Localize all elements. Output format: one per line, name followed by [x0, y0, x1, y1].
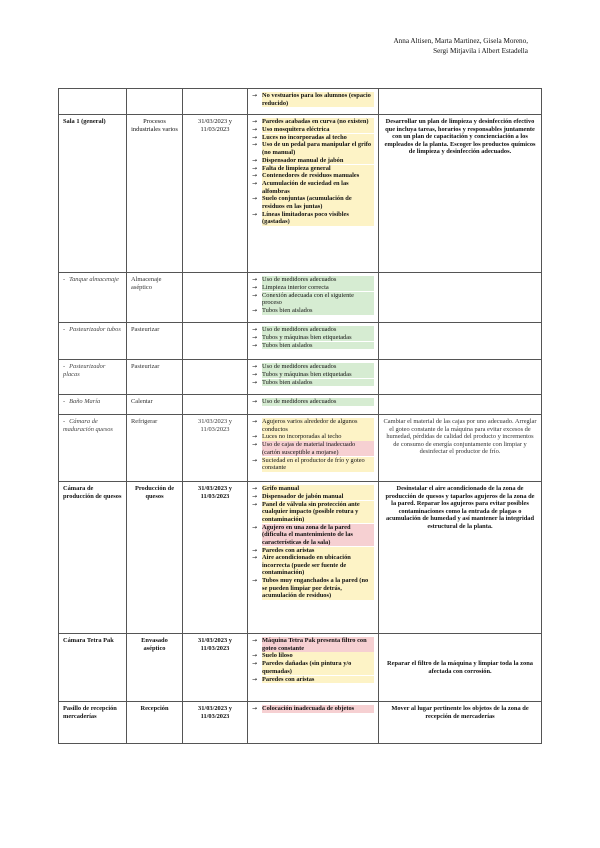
arrow-right-icon: → — [252, 546, 258, 554]
findings-list — [252, 705, 374, 713]
findings-list — [252, 118, 374, 226]
list-item: → Tubos bien aislados — [252, 342, 374, 350]
arrow-right-icon: → — [252, 164, 258, 172]
list-item: → Contenedores de residuos manuales — [252, 172, 374, 180]
date-cell: 31/03/2023 y 11/03/2023 — [183, 115, 248, 273]
table-row — [59, 482, 542, 634]
list-item: → Uso de medidores adecuados — [252, 363, 374, 371]
action-cell: Cambiar el material de las cajas por uno adecuado. Arreglar el goteo constante de la máquina para evitar excesos de humedad, pérdidas de calidad del producto y incrementos de consumo de energía conjuntamente con limpiar y desinfectar el productor de frío. — [379, 415, 542, 482]
list-item: → Paredes con aristas — [252, 676, 374, 684]
list-item: → Líneas limitadoras poco visibles (gastadas) — [252, 211, 374, 226]
list-item: → Panel de válvula sin protección ante cualquier impacto (posible rotura y contaminación) — [252, 501, 374, 524]
list-item: → Limpieza interior correcta — [252, 284, 374, 292]
arrow-right-icon: → — [252, 306, 258, 314]
findings-list — [252, 92, 374, 107]
zone-cell: - Pasteurizador tubos — [59, 323, 127, 360]
list-item: → Uso mosquitera eléctrica — [252, 126, 374, 134]
arrow-right-icon: → — [252, 118, 258, 125]
action-cell — [379, 395, 542, 415]
table-row — [59, 323, 542, 360]
arrow-right-icon: → — [252, 172, 258, 180]
findings-cell — [248, 360, 379, 395]
findings-list — [252, 398, 374, 406]
arrow-right-icon: → — [252, 433, 258, 441]
arrow-right-icon: → — [252, 92, 258, 99]
list-item: → Paredes dañadas (sin pintura y/o quemadas) — [252, 660, 374, 675]
findings-cell — [248, 415, 379, 482]
arrow-right-icon: → — [252, 210, 258, 218]
zone-cell: - Pasteurizador placas — [59, 360, 127, 395]
process-cell: Pasteurizar — [127, 323, 183, 360]
process-cell: Calentar — [127, 395, 183, 415]
list-item: → Falta de limpieza general — [252, 165, 374, 173]
list-item: → Agujero en una zona de la pared (dificulta el mantenimiento de las características de la sala) — [252, 524, 374, 547]
arrow-right-icon: → — [252, 441, 258, 449]
list-item: → Luces no incorporadas al techo — [252, 433, 374, 441]
arrow-right-icon: → — [252, 378, 258, 386]
list-item: → Paredes con aristas — [252, 547, 374, 555]
authors-line-2: Sergi Mitjavila i Albert Estadella — [433, 47, 528, 55]
action-cell: Reparar el filtro de la máquina y limpiar toda la zona afectada con corrosión. — [379, 634, 542, 702]
list-item: → Dispensador de jabón manual — [252, 493, 374, 501]
arrow-right-icon: → — [252, 276, 258, 283]
table-row — [59, 360, 542, 395]
action-cell: Mover al lugar pertinente los objetos de la zona de recepción de mercaderías — [379, 702, 542, 744]
process-cell: Envasado aséptico — [127, 634, 183, 702]
process-cell: Refrigerar — [127, 415, 183, 482]
findings-list — [252, 637, 374, 683]
list-item: → Uso de medidores adecuados — [252, 398, 374, 406]
table-row — [59, 89, 542, 115]
list-item: → Paredes acabadas en curva (no existen) — [252, 118, 374, 126]
arrow-right-icon: → — [252, 180, 258, 188]
date-cell — [183, 273, 248, 323]
arrow-right-icon: → — [252, 156, 258, 164]
arrow-right-icon: → — [252, 326, 258, 333]
arrow-right-icon: → — [252, 283, 258, 291]
date-cell — [183, 323, 248, 360]
zone-cell: Pasillo de recepción mercaderías — [59, 702, 127, 744]
arrow-right-icon: → — [252, 370, 258, 378]
arrow-right-icon: → — [252, 500, 258, 508]
list-item: → No vestuarios para los alumnos (espacio reducido) — [252, 92, 374, 107]
list-item: → Agujeros varios alrededor de algunos conductos — [252, 418, 374, 433]
arrow-right-icon: → — [252, 660, 258, 668]
arrow-right-icon: → — [252, 398, 258, 405]
process-cell: Producción de quesos — [127, 482, 183, 634]
zone-cell: Sala 1 (general) — [59, 115, 127, 273]
arrow-right-icon: → — [252, 291, 258, 299]
arrow-right-icon: → — [252, 133, 258, 141]
list-item: → Suelo liloso — [252, 652, 374, 660]
arrow-right-icon: → — [252, 637, 258, 644]
table-row — [59, 634, 542, 702]
list-item: → Conexión adecuada con el siguiente proceso — [252, 292, 374, 307]
action-cell — [379, 89, 542, 115]
zone-cell: Cámara de producción de quesos — [59, 482, 127, 634]
arrow-right-icon: → — [252, 675, 258, 683]
list-item: → Uso de medidores adecuados — [252, 276, 374, 284]
process-cell — [127, 89, 183, 115]
list-item: → Acumulación de suciedad en las alfombras — [252, 180, 374, 195]
process-cell: Pasteurizar — [127, 360, 183, 395]
arrow-right-icon: → — [252, 456, 258, 464]
arrow-right-icon: → — [252, 705, 258, 712]
list-item: → Colocación inadecuada de objetos — [252, 705, 374, 713]
findings-cell — [248, 395, 379, 415]
table-row — [59, 395, 542, 415]
action-cell — [379, 360, 542, 395]
process-cell: Recepción — [127, 702, 183, 744]
list-item: → Grifo manual — [252, 485, 374, 493]
arrow-right-icon: → — [252, 125, 258, 133]
findings-cell — [248, 115, 379, 273]
process-cell: Procesos industriales varios — [127, 115, 183, 273]
authors-line-1: Anna Altisen, Marta Martinez, Gisela Moreno, — [393, 37, 528, 45]
list-item: → Tubos y máquinas bien etiquetadas — [252, 334, 374, 342]
arrow-right-icon: → — [252, 333, 258, 341]
list-item: → Tubos bien aislados — [252, 379, 374, 387]
zone-cell: - Cámara de maduración quesos — [59, 415, 127, 482]
findings-cell — [248, 702, 379, 744]
arrow-right-icon: → — [252, 652, 258, 660]
findings-list — [252, 363, 374, 386]
date-cell: 31/03/2023 y 11/03/2023 — [183, 482, 248, 634]
process-cell: Almacenaje aséptico — [127, 273, 183, 323]
list-item: → Aire acondicionado en ubicación incorrecta (puede ser fuente de contaminación) — [252, 554, 374, 577]
date-cell — [183, 395, 248, 415]
zone-cell: - Baño María — [59, 395, 127, 415]
findings-list — [252, 276, 374, 315]
findings-list — [252, 326, 374, 349]
date-cell: 31/03/2023 y 11/03/2023 — [183, 415, 248, 482]
findings-cell — [248, 323, 379, 360]
arrow-right-icon: → — [252, 554, 258, 562]
date-cell: 31/03/2023 y 11/03/2023 — [183, 702, 248, 744]
findings-cell — [248, 273, 379, 323]
findings-list — [252, 485, 374, 600]
arrow-right-icon: → — [252, 523, 258, 531]
date-cell — [183, 89, 248, 115]
table-row — [59, 273, 542, 323]
arrow-right-icon: → — [252, 577, 258, 585]
zone-cell — [59, 89, 127, 115]
list-item: → Uso de cajas de material inadecuado (cartón susceptible a mojarse) — [252, 441, 374, 456]
list-item: → Suciedad en el productor de frío y goteo constante — [252, 457, 374, 472]
arrow-right-icon: → — [252, 363, 258, 370]
list-item: → Suelo conjuntas (acumulación de residuos en las juntas) — [252, 195, 374, 210]
zone-cell: Cámara Tetra Pak — [59, 634, 127, 702]
findings-cell — [248, 89, 379, 115]
date-cell: 31/03/2023 y 11/03/2023 — [183, 634, 248, 702]
findings-list — [252, 418, 374, 472]
action-cell — [379, 273, 542, 323]
zone-cell: - Tanque almacenaje — [59, 273, 127, 323]
list-item: → Dispensador manual de jabón — [252, 157, 374, 165]
list-item: → Tubos y máquinas bien etiquetadas — [252, 371, 374, 379]
arrow-right-icon: → — [252, 418, 258, 425]
arrow-right-icon: → — [252, 141, 258, 149]
findings-cell — [248, 482, 379, 634]
arrow-right-icon: → — [252, 195, 258, 203]
table-row — [59, 115, 542, 273]
arrow-right-icon: → — [252, 485, 258, 492]
list-item: → Tubos bien aislados — [252, 307, 374, 315]
list-item: → Tubos muy enganchados a la pared (no se pueden limpiar por detrás, acumulación de residuos) — [252, 577, 374, 600]
arrow-right-icon: → — [252, 341, 258, 349]
action-cell: Desinstalar el aire acondicionado de la zona de producción de quesos y taparlos agujeros de la zona de la pared. Reparar los agujeros para evitar posibles contaminaciones como la entrada de plagas o acumulación de humedad y así mantener la integridad estructural de la planta. — [379, 482, 542, 634]
list-item: → Luces no incorporadas al techo — [252, 134, 374, 142]
findings-cell — [248, 634, 379, 702]
table-row — [59, 702, 542, 744]
authors-header — [228, 36, 528, 56]
action-cell — [379, 323, 542, 360]
action-cell: Desarrollar un plan de limpieza y desinfección efectivo que incluya tareas, horarios y responsables juntamente con un plan de capacitación y concienciación a los empleados de la planta. Escoger los productos químicos de limpieza y desinfección adecuados. — [379, 115, 542, 273]
list-item: → Uso de medidores adecuados — [252, 326, 374, 334]
inspection-table — [58, 88, 542, 744]
arrow-right-icon: → — [252, 492, 258, 500]
list-item: → Máquina Tetra Pak presenta filtro con goteo constante — [252, 637, 374, 652]
date-cell — [183, 360, 248, 395]
list-item: → Uso de un pedal para manipular el grifo (no manual) — [252, 141, 374, 156]
table-row — [59, 415, 542, 482]
